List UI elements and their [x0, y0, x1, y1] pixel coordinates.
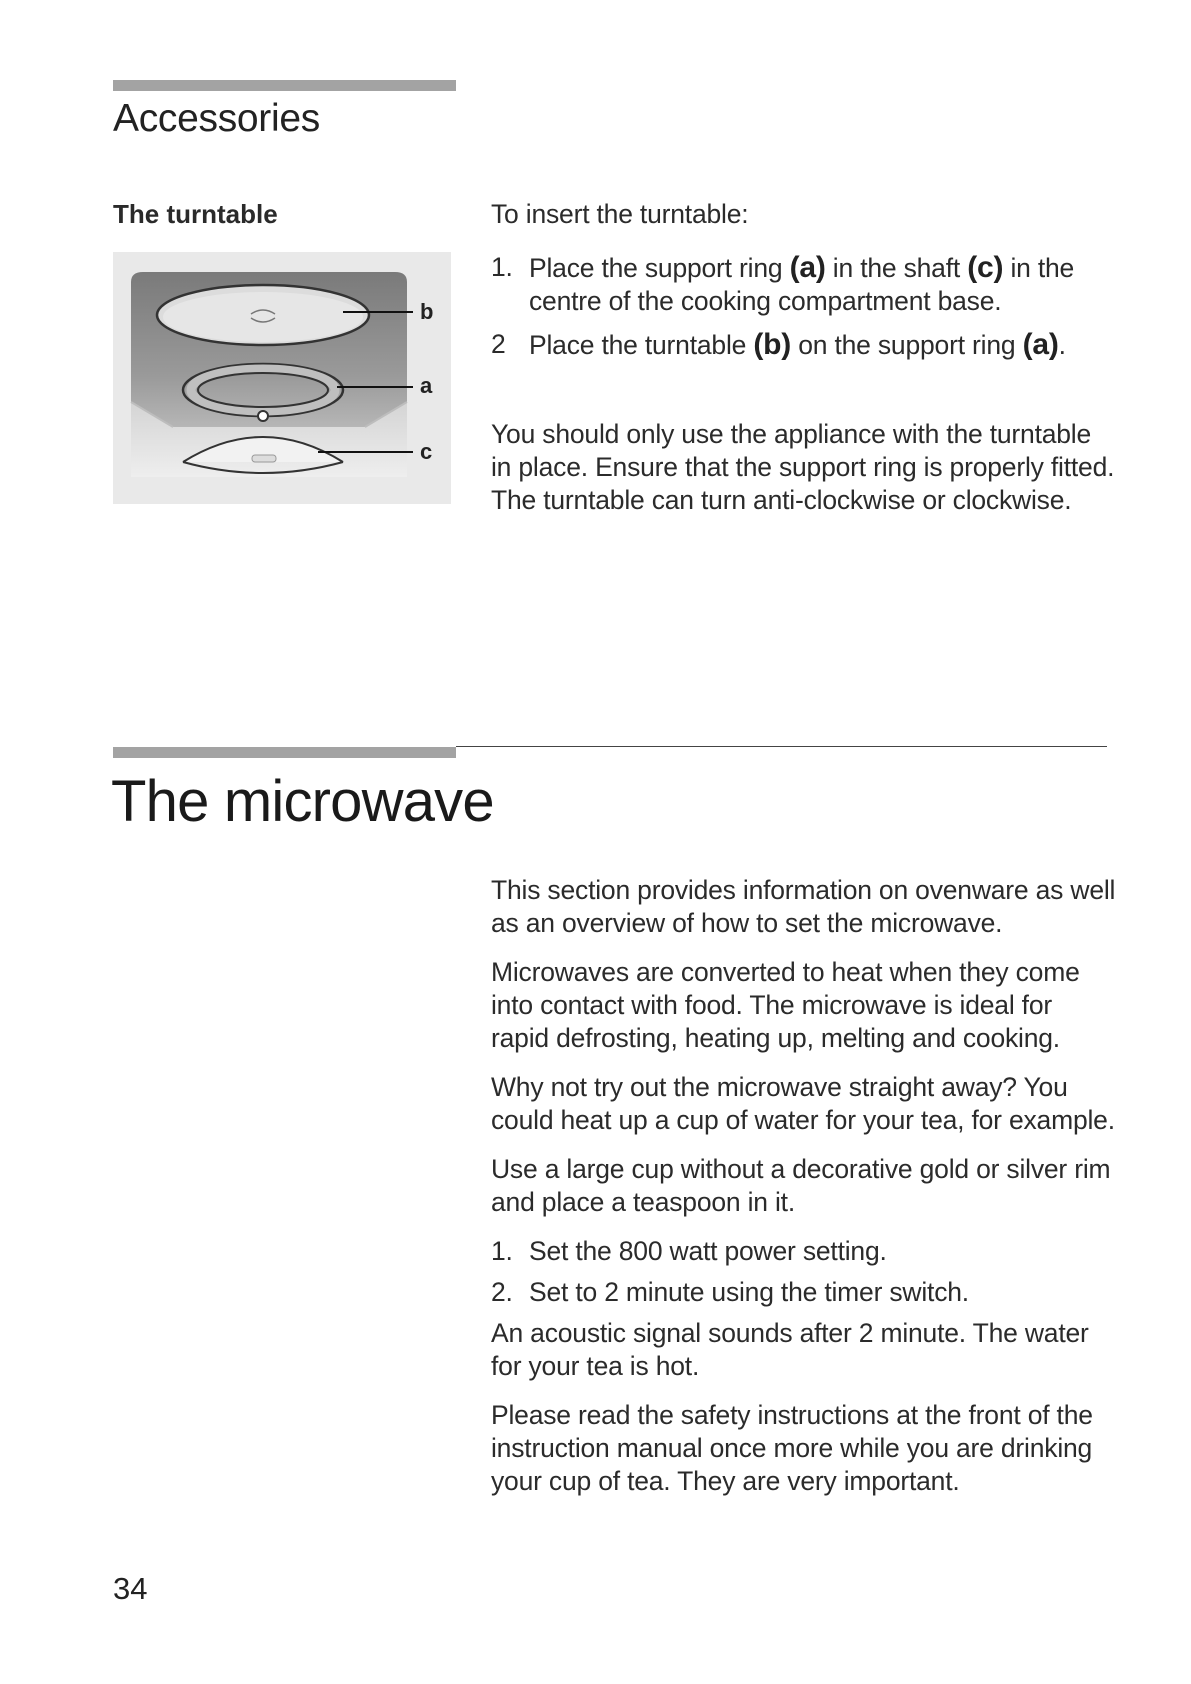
step-number: 2. — [491, 1277, 513, 1307]
ref-turntable: (b) — [753, 328, 792, 361]
step-text: in the shaft — [825, 253, 968, 283]
microwave-paragraph: Use a large cup without a decorative gold or silver rim and place a teaspoon in it. — [491, 1154, 1111, 1217]
step-text: in the centre of the cooking compartment base. — [529, 253, 1075, 316]
step-text: Set to 2 minute using the timer switch. — [529, 1277, 969, 1307]
microwave-result: An acoustic signal sounds after 2 minute. The water for your tea is hot. — [491, 1318, 1089, 1381]
step-text: . — [1058, 330, 1066, 360]
accessories-text-column — [491, 198, 1131, 533]
turntable-diagram — [113, 252, 451, 504]
ref-support-ring: (a) — [789, 251, 826, 284]
accessories-section-bar — [113, 80, 456, 91]
accessories-heading: Accessories — [113, 97, 320, 140]
diagram-label-b: b — [420, 299, 434, 324]
diagram-label-a: a — [420, 373, 433, 398]
step-text: on the support ring — [791, 330, 1023, 360]
turntable-subheading: The turntable — [113, 199, 278, 229]
microwave-paragraph: This section provides information on ovenware as well as an overview of how to set the microwave. — [491, 875, 1116, 938]
ref-support-ring: (a) — [1022, 328, 1059, 361]
step-text: Place the support ring — [529, 253, 790, 283]
turntable-intro: To insert the turntable: — [491, 199, 749, 229]
turntable-note: You should only use the appliance with the turntable in place. Ensure that the support ring is properly fitted. The turntable can turn anti-clockwise or clockwise. — [491, 419, 1115, 515]
step-number: 2 — [491, 329, 506, 359]
ref-shaft: (c) — [967, 251, 1004, 284]
microwave-step-2 — [491, 1276, 1116, 1309]
microwave-paragraph: Why not try out the microwave straight away? You could heat up a cup of water for your tea, for example. — [491, 1072, 1115, 1135]
step-number: 1. — [491, 252, 513, 282]
step-text: Set the 800 watt power setting. — [529, 1236, 887, 1266]
step-text: Place the turntable — [529, 330, 754, 360]
diagram-label-c: c — [420, 439, 433, 464]
microwave-section-bar — [113, 747, 456, 758]
page-number: 34 — [113, 1571, 148, 1606]
turntable-step-1 — [491, 251, 1131, 318]
turntable-step-2 — [491, 328, 1131, 362]
turntable-plate — [157, 285, 369, 345]
microwave-step-1 — [491, 1235, 1116, 1268]
safety-reminder: Please read the safety instructions at the front of the instruction manual once more while you are drinking your cup of tea. They are very important. — [491, 1400, 1093, 1496]
microwave-section-rule — [456, 746, 1107, 747]
microwave-text-column — [491, 874, 1116, 1514]
microwave-heading: The microwave — [111, 769, 494, 834]
step-number: 1. — [491, 1236, 513, 1266]
microwave-paragraph: Microwaves are converted to heat when they come into contact with food. The microwave is ideal for rapid defrosting, heating up, melting and cooking. — [491, 957, 1080, 1053]
turntable-illustration — [113, 252, 451, 504]
